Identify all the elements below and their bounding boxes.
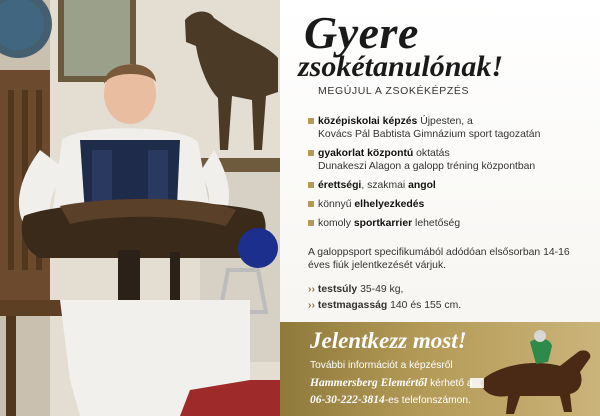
headline-line-2: zsokétanulónak! [298,50,504,83]
bullet-square-icon [308,220,314,226]
bullet-bold: középiskolai képzés [318,116,418,127]
bullet-text: lehetőség [412,218,461,229]
requirement-weight [308,284,403,295]
bullet-text: Újpesten, a [417,116,473,127]
bullet-square-icon [308,182,314,188]
list-item [308,198,593,211]
bullet-text: , szakmai [361,180,409,191]
cta-line-2 [310,377,473,389]
requirement-height [308,300,461,311]
subtitle: MEGÚJUL A ZSOKÉKÉPZÉS [318,85,470,97]
bullet-text: könnyű [318,199,355,210]
headline-line-1: Gyere [304,7,419,58]
bullet-square-icon [308,201,314,207]
bullet-bold: gyakorlat központú [318,148,414,159]
cta-title: Jelentkezz most! [310,328,467,353]
requirement-value: 140 és 155 cm. [387,300,462,311]
chevron-right-icon: ›› [308,284,315,295]
bullet-bold: sportkarrier [353,218,413,229]
cta-banner [280,322,600,416]
cta-phone[interactable]: 06-30-222-3814 [310,394,385,406]
list-item [308,179,593,192]
feature-list [308,115,593,236]
requirement-label: testmagasság [317,300,388,311]
bullet-bold: angol [408,180,436,191]
cta-text: kérhető a [427,378,473,389]
photo-boy-with-saddle [0,0,280,416]
list-item [308,147,593,173]
requirement-label: testsúly [317,284,358,295]
bullet-continuation: Dunakeszi Alagon a galopp tréning központban [318,161,536,172]
bullet-bold: érettségi [318,180,362,191]
cta-text: -es telefonszámon. [384,395,471,406]
bullet-square-icon [308,118,314,124]
cta-contact-name: Hammersberg Elemértől [310,377,428,389]
bullet-text: komoly [318,218,354,229]
bullet-text: oktatás [413,148,450,159]
photo-illustration [0,0,280,416]
racehorse-jockey-icon [460,322,600,416]
cta-line-1: További információt a képzésről [310,360,453,371]
intro-text: A galoppsport specifikumából adódóan elsősorban 14-16 éves fiúk jelentkezését várjuk. [308,247,570,271]
cta-line-3 [310,394,471,406]
list-item [308,115,593,141]
list-item [308,217,593,230]
bullet-square-icon [308,150,314,156]
bullet-bold: elhelyezkedés [354,199,425,210]
chevron-right-icon: ›› [308,300,315,311]
requirement-value: 35-49 kg, [357,284,404,295]
bullet-continuation: Kovács Pál Babtista Gimnázium sport tagozatán [318,129,541,140]
